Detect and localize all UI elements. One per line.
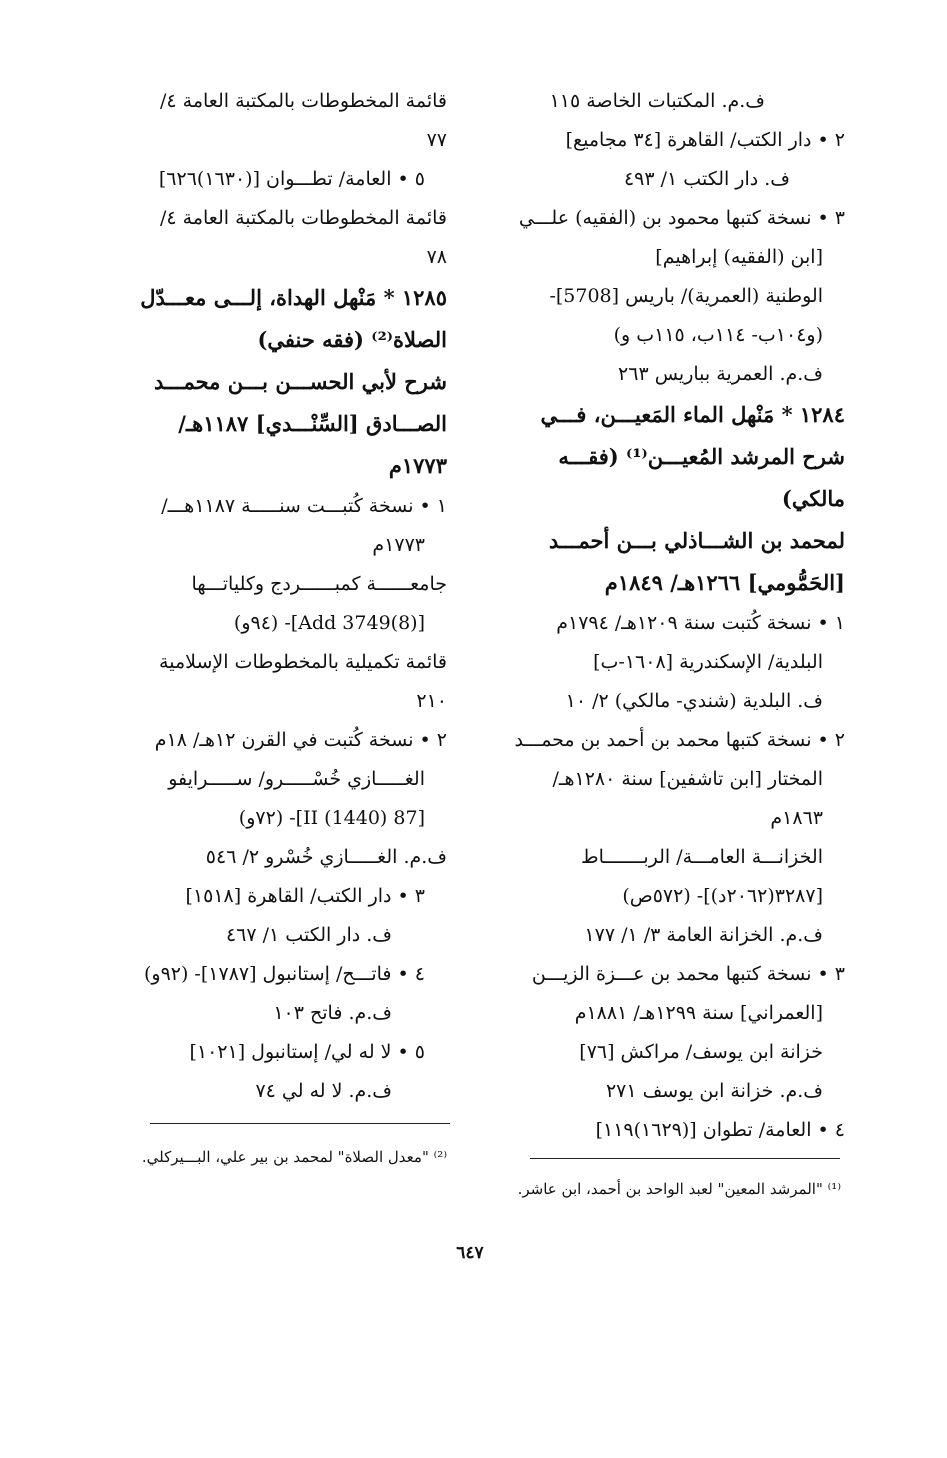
text-line: الغـــــازي خُسْـــــرو/ ســـــرايفو bbox=[168, 768, 425, 790]
text-line: [Add 3749(8)]- (٩٤و) bbox=[233, 612, 425, 634]
entry-heading: ١٢٨٤ * مَنْهل الماء المَعيـــن، فـــي bbox=[540, 402, 845, 427]
text-line: ٧٨ bbox=[426, 246, 447, 268]
entry-author: الصـــادق [السِّنْـــدي] ١١٨٧هـ/ bbox=[178, 411, 447, 436]
entry-author: ١٧٧٣م bbox=[388, 453, 447, 478]
text-line: [87 II (1440)]- (٧٢و) bbox=[238, 807, 425, 829]
entry-author: [الحَمُّومي] ١٢٦٦هـ/ ١٨٤٩م bbox=[604, 570, 845, 595]
entry-heading: الصلاة⁽²⁾ (فقه حنفي) bbox=[257, 327, 447, 352]
text-line: ٥ • لا له لي/ إستانبول [١٠٢١] bbox=[189, 1041, 425, 1063]
text-line: ٧٧ bbox=[426, 129, 447, 151]
text-line: ف. دار الكتب ١/ ٤٩٣ bbox=[623, 168, 790, 190]
left-column bbox=[105, 82, 447, 1111]
page-number: ٦٤٧ bbox=[456, 1243, 484, 1263]
text-line: ف.م. خزانة ابن يوسف ٢٧١ bbox=[605, 1080, 823, 1102]
text-line: ٢ • دار الكتب/ القاهرة [٣٤ مجاميع] bbox=[565, 129, 845, 151]
text-line: ٢ • نسخة كُتبت في القرن ١٢هـ/ ١٨م bbox=[154, 729, 447, 751]
text-line: ١ • نسخة كُتبـــت سنـــــة ١١٨٧هـــ/ bbox=[161, 495, 447, 517]
text-line: قائمة المخطوطات بالمكتبة العامة ٤/ bbox=[159, 90, 447, 112]
text-line: [ابن (الفقيه) إبراهيم] bbox=[655, 246, 823, 268]
text-line: ف.م. الغـــــازي خُسْرو ٢/ ٥٤٦ bbox=[205, 846, 447, 868]
text-line: ١٧٧٣م bbox=[372, 534, 425, 556]
text-line: الخزانـــة العامـــة/ الربـــــــاط bbox=[581, 846, 823, 868]
text-line: ف.م. المكتبات الخاصة ١١٥ bbox=[549, 90, 765, 112]
text-line: خزانة ابن يوسف/ مراكش [٧٦] bbox=[579, 1041, 823, 1063]
text-line: ف.م. العمرية بباريس ٢٦٣ bbox=[618, 363, 823, 385]
text-line: ف. البلدية (شندي- مالكي) ٢/ ١٠ bbox=[565, 690, 823, 712]
text-line: ف.م. فاتح ١٠٣ bbox=[273, 1002, 392, 1024]
text-line: ف. دار الكتب ١/ ٤٦٧ bbox=[225, 924, 392, 946]
footnote-divider bbox=[530, 1158, 840, 1159]
text-line: ف.م. الخزانة العامة ٣/ ١/ ١٧٧ bbox=[584, 924, 823, 946]
text-line: ٢١٠ bbox=[416, 690, 447, 712]
text-line: ف.م. لا له لي ٧٤ bbox=[255, 1080, 392, 1102]
text-line: قائمة المخطوطات بالمكتبة العامة ٤/ bbox=[159, 207, 447, 229]
right-column bbox=[495, 82, 845, 1150]
text-line: ٥ • العامة/ تطـــوان [(١٦٣٠)٦٢٦] bbox=[158, 168, 425, 190]
entry-heading: شرح المرشد المُعيـــن⁽¹⁾ (فقـــه bbox=[558, 444, 845, 469]
text-line: ٤ • فاتـــح/ إستانبول [١٧٨٧]- (٩٢و) bbox=[143, 963, 425, 985]
text-line: [العمراني] سنة ١٢٩٩هـ/ ١٨٨١م bbox=[574, 1002, 823, 1024]
footnote-divider bbox=[150, 1123, 450, 1124]
text-line: جامعــــــة كمبــــــردج وكلياتـــها bbox=[191, 573, 447, 595]
text-line: ٣ • نسخة كتبها محمود بن (الفقيه) علـــي bbox=[518, 207, 845, 229]
text-line: ١٨٦٣م bbox=[770, 807, 823, 829]
text-line: ٣ • دار الكتب/ القاهرة [١٥١٨] bbox=[185, 885, 425, 907]
text-line: ١ • نسخة كُتبت سنة ١٢٠٩هـ/ ١٧٩٤م bbox=[556, 612, 845, 634]
text-line: البلدية/ الإسكندرية [١٦٠٨-ب] bbox=[593, 651, 823, 673]
text-line: الوطنية (العمرية)/ باريس [5708]- bbox=[549, 285, 823, 307]
text-line: (و١٠٤ب- ١١٤ب، ١١٥ب و) bbox=[613, 324, 823, 346]
entry-heading: مالكي) bbox=[781, 486, 845, 511]
entry-heading: ١٢٨٥ * مَنْهل الهداة، إلـــى معـــدّل bbox=[140, 285, 447, 310]
text-line: ٢ • نسخة كتبها محمد بن أحمد بن محمـــد bbox=[514, 729, 845, 751]
entry-author: لمحمد بن الشـــاذلي بـــن أحمـــد bbox=[548, 528, 845, 553]
text-line: ٣ • نسخة كتبها محمد بن عـــزة الزيـــن bbox=[531, 963, 845, 985]
text-line: ٤ • العامة/ تطوان [(١٦٢٩)١١٩] bbox=[595, 1119, 845, 1141]
entry-author: شرح لأبي الحســـن بـــن محمـــد bbox=[154, 369, 447, 394]
text-line: قائمة تكميلية بالمخطوطات الإسلامية bbox=[159, 651, 447, 673]
footnote: ⁽²⁾ "معدل الصلاة" لمحمد بن بير علي، البـــيركلي. bbox=[141, 1148, 447, 1166]
text-line: المختار [ابن تاشفين] سنة ١٢٨٠هـ/ bbox=[552, 768, 823, 790]
text-line: [٣٢٨٧(٢٠٦٢د)]- (٥٧٢ص) bbox=[622, 885, 823, 907]
footnote: ⁽¹⁾ "المرشد المعين" لعبد الواحد بن أحمد، ابن عاشر. bbox=[517, 1180, 841, 1198]
